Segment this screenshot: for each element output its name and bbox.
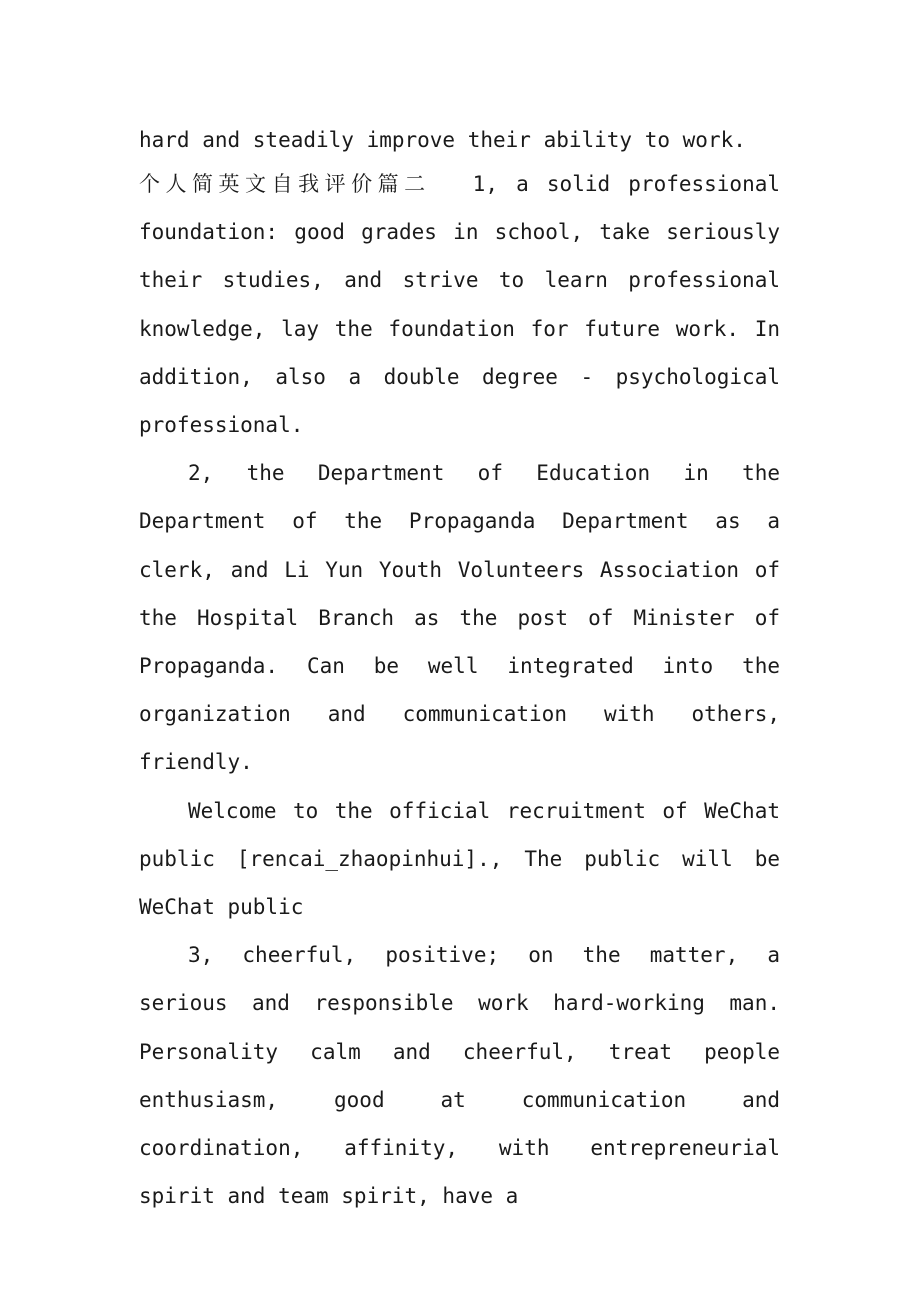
paragraph-1-text: 1, a solid professional foundation: good grades in school, take seriously their studies, and strive to learn professional knowledge, lay the foundation for future work. In addition, also a double degree - psychological professional. [139,172,781,438]
section-heading: 个人简英文自我评价篇二 [139,172,431,196]
paragraph-1 [139,160,780,449]
paragraph-3: Welcome to the official recruitment of WeChat public [rencai_zhaopinhui]., The public will be WeChat public [139,798,780,920]
paragraph-4: 3, cheerful, positive; on the matter, a serious and responsible work hard-working man. Personality calm and cheerful, treat people enthusiasm, good at communication and coordination, affinity, with entrepreneurial spirit and team spirit, have a [139,943,780,1209]
continuation-line: hard and steadily improve their ability to work. [139,128,746,152]
paragraph-2: 2, the Department of Education in the Department of the Propaganda Department as a clerk, and Li Yun Youth Volunteers Association of the Hospital Branch as the post of Minister of Propaganda. Can be well integrated into the organization and communication with others, friendly. [139,461,780,775]
document-body [139,120,780,1220]
